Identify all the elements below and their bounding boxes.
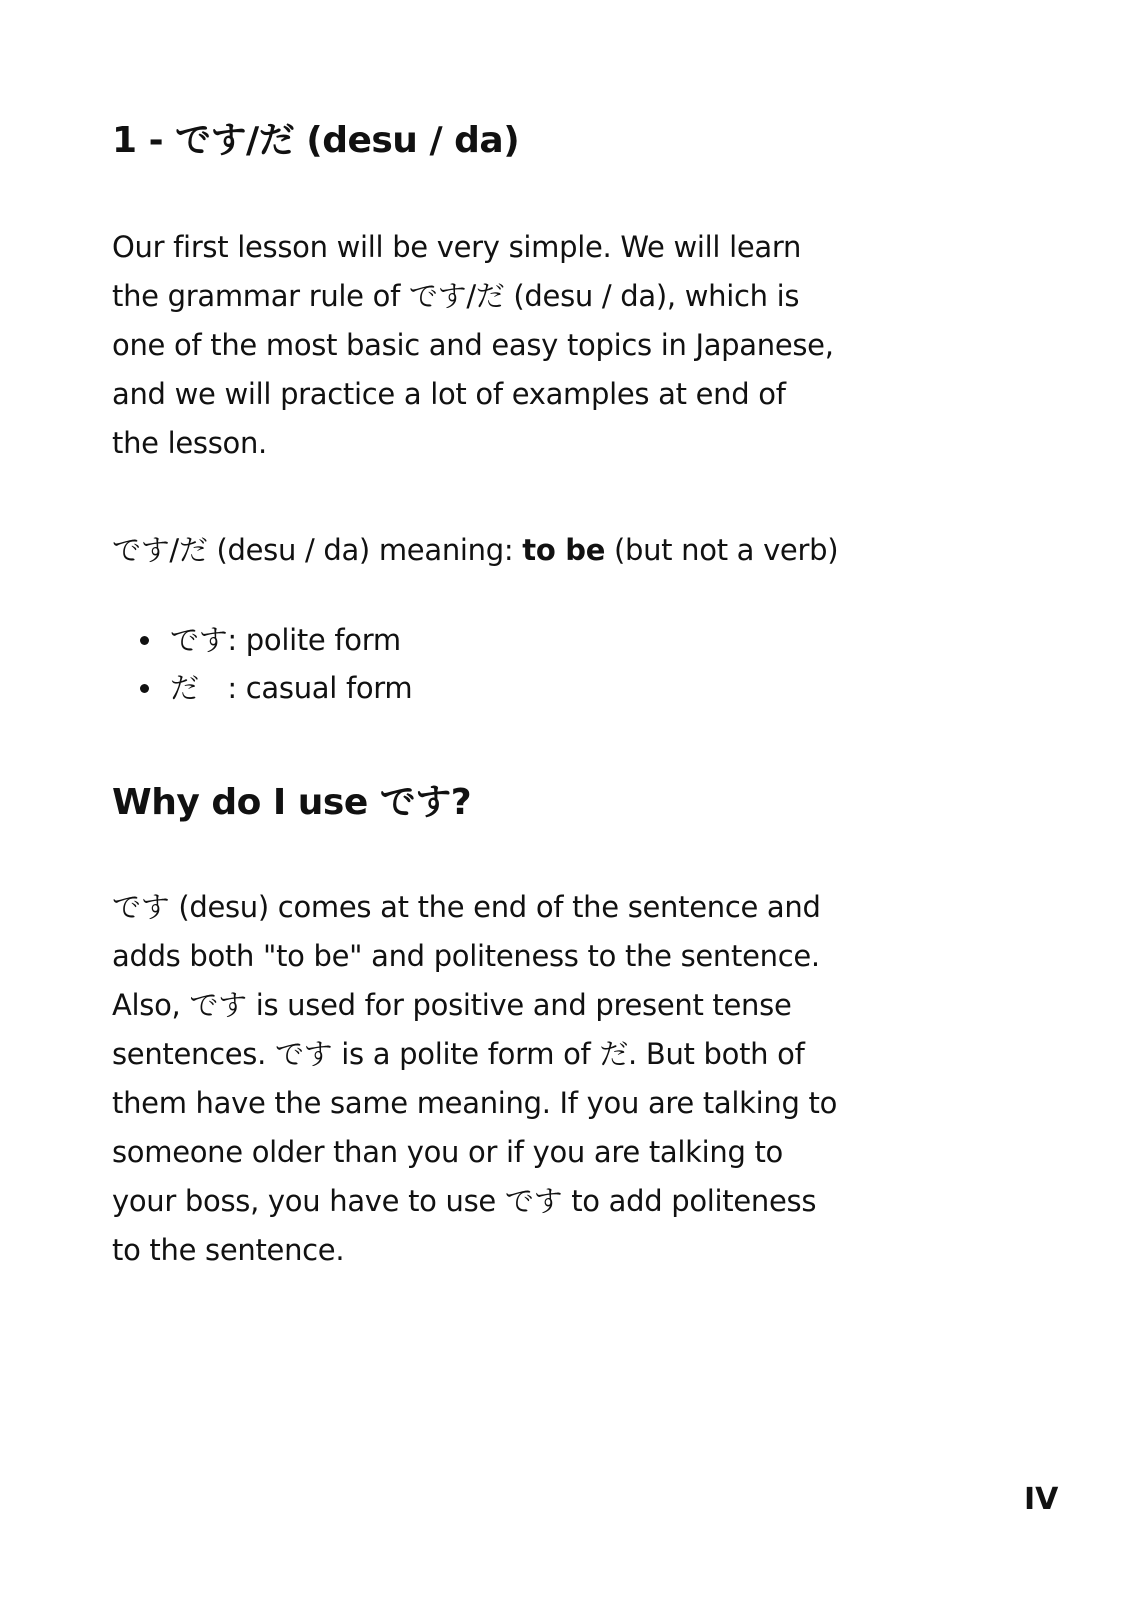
text-line: sentences. です is a polite form of だ. But both of <box>112 1037 805 1071</box>
meaning-suffix: (but not a verb) <box>605 533 839 567</box>
text-line: Also, です is used for positive and present tense <box>112 988 792 1022</box>
section-heading: Why do I use です? <box>112 782 472 823</box>
page-number: IV <box>1024 1482 1059 1517</box>
text-line: one of the most basic and easy topics in Japanese, <box>112 328 834 362</box>
text-line: adds both "to be" and politeness to the sentence. <box>112 939 820 973</box>
page-title: 1 - です/だ (desu / da) <box>112 120 520 161</box>
text-line: です (desu) comes at the end of the sentence and <box>112 890 821 924</box>
body-paragraph <box>112 883 837 1275</box>
text-line: your boss, you have to use です to add politeness <box>112 1184 817 1218</box>
meaning-prefix: です/だ (desu / da) meaning: <box>112 533 523 567</box>
text-line: to the sentence. <box>112 1233 345 1267</box>
text-line: and we will practice a lot of examples at end of <box>112 377 786 411</box>
text-line: them have the same meaning. If you are talking to <box>112 1086 838 1120</box>
text-line: the lesson. <box>112 426 267 460</box>
meaning-line <box>112 528 838 569</box>
text-line: Our first lesson will be very simple. We will learn <box>112 230 802 264</box>
text-line: someone older than you or if you are talking to <box>112 1135 783 1169</box>
intro-paragraph <box>112 223 834 468</box>
form-list <box>140 616 412 712</box>
list-item: です: polite form <box>140 616 412 664</box>
meaning-bold: to be <box>522 533 606 567</box>
text-line: the grammar rule of です/だ (desu / da), which is <box>112 279 800 313</box>
list-item: だ : casual form <box>140 664 412 712</box>
